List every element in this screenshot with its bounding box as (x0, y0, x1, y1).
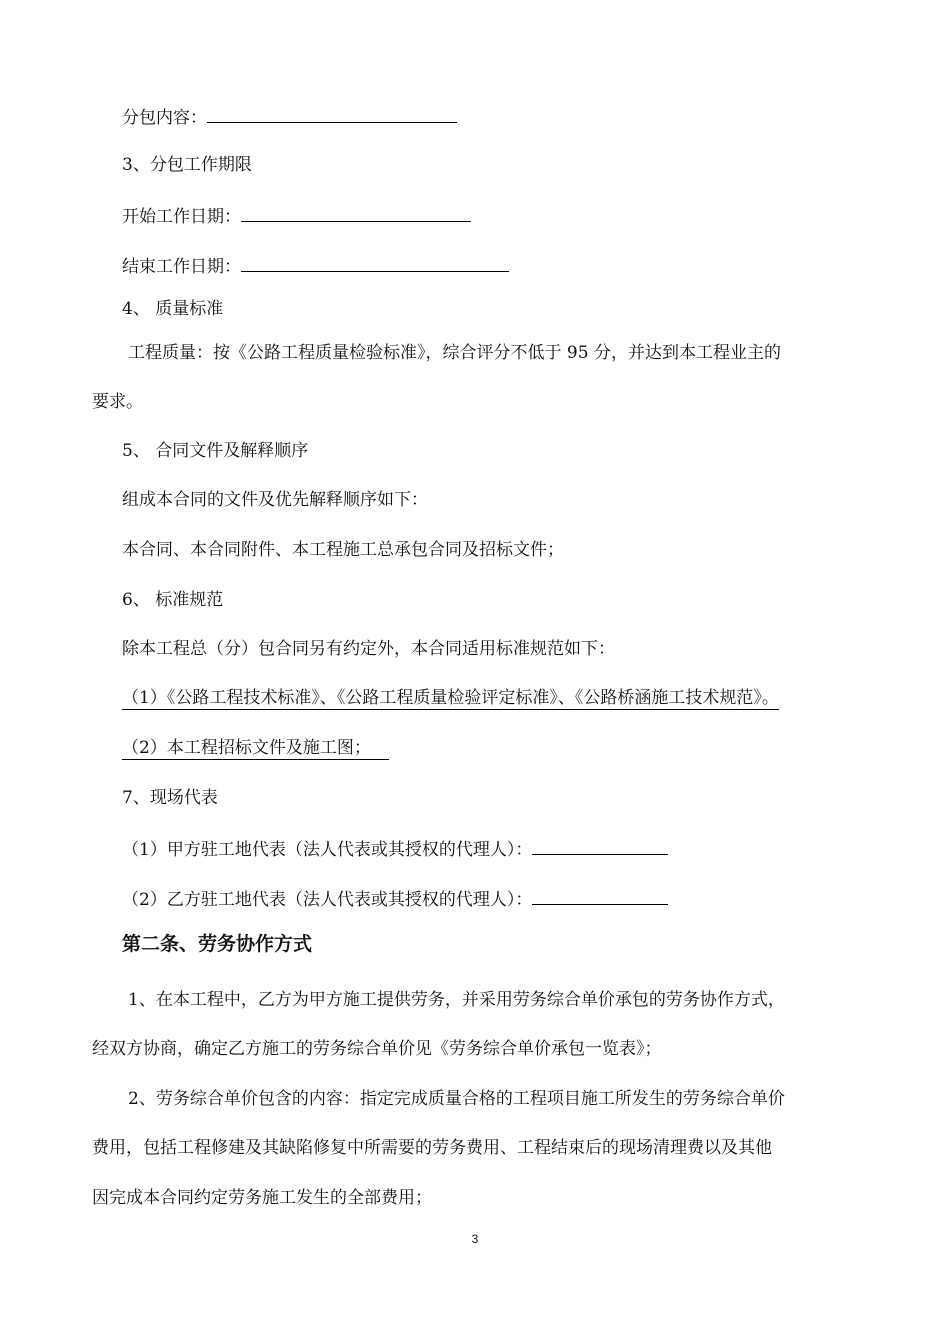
standard-item-2-text: （2）本工程招标文件及施工图； (122, 738, 389, 760)
quality-paragraph-line-2: 要求。 (92, 392, 143, 412)
section-3-title: 3、分包工作期限 (122, 155, 252, 175)
quality-paragraph-line-1: 工程质量：按《公路工程质量检验标准》，综合评分不低于 95 分，并达到本工程业主的 (128, 343, 781, 363)
section-6-title: 6、 标准规范 (122, 590, 224, 610)
article-2-paragraph-2-line-1: 2、劳务综合单价包含的内容：指定完成质量合格的工程项目施工所发生的劳务综合单价 (128, 1089, 785, 1109)
subcontract-content-blank[interactable] (207, 104, 457, 123)
article-2-paragraph-1-line-1: 1、在本工程中，乙方为甲方施工提供劳务，并采用劳务综合单价承包的劳务协作方式， (128, 990, 785, 1010)
party-b-representative-blank[interactable] (532, 886, 668, 905)
party-a-representative-row (122, 836, 668, 862)
start-date-blank[interactable] (241, 203, 471, 222)
article-2-heading: 第二条、劳务协作方式 (122, 933, 313, 955)
section-5-paragraph-1: 组成本合同的文件及优先解释顺序如下： (122, 490, 428, 510)
section-7-title: 7、现场代表 (122, 788, 218, 808)
subcontract-content-label: 分包内容： (122, 108, 207, 128)
subcontract-content-row (122, 104, 457, 130)
end-date-row (122, 253, 509, 279)
end-date-label: 结束工作日期： (122, 257, 241, 277)
party-a-representative-blank[interactable] (532, 836, 668, 855)
start-date-label: 开始工作日期： (122, 207, 241, 227)
section-6-paragraph: 除本工程总（分）包合同另有约定外，本合同适用标准规范如下： (122, 639, 615, 659)
article-2-paragraph-1-line-2: 经双方协商，确定乙方施工的劳务综合单价见《劳务综合单价承包一览表》； (92, 1039, 662, 1059)
page-number: 3 (471, 1232, 479, 1246)
section-5-paragraph-2: 本合同、本合同附件、本工程施工总承包合同及招标文件； (122, 540, 564, 560)
section-5-title: 5、 合同文件及解释顺序 (122, 441, 309, 461)
end-date-blank[interactable] (241, 253, 509, 272)
article-2-paragraph-2-line-2: 费用，包括工程修建及其缺陷修复中所需要的劳务费用、工程结束后的现场清理费以及其他 (92, 1138, 772, 1158)
start-date-row (122, 203, 471, 229)
article-2-paragraph-2-line-3: 因完成本合同约定劳务施工发生的全部费用； (92, 1188, 432, 1208)
standard-item-2 (122, 736, 389, 760)
standard-item-1-text: （1）《公路工程技术标准》、《公路工程质量检验评定标准》、《公路桥涵施工技术规范》。 (122, 688, 779, 708)
party-b-representative-row (122, 886, 668, 912)
party-b-representative-label: （2）乙方驻工地代表（法人代表或其授权的代理人）： (122, 890, 533, 910)
section-4-title: 4、 质量标准 (122, 299, 224, 319)
party-a-representative-label: （1）甲方驻工地代表（法人代表或其授权的代理人）： (122, 840, 533, 860)
standard-item-1 (122, 686, 779, 710)
